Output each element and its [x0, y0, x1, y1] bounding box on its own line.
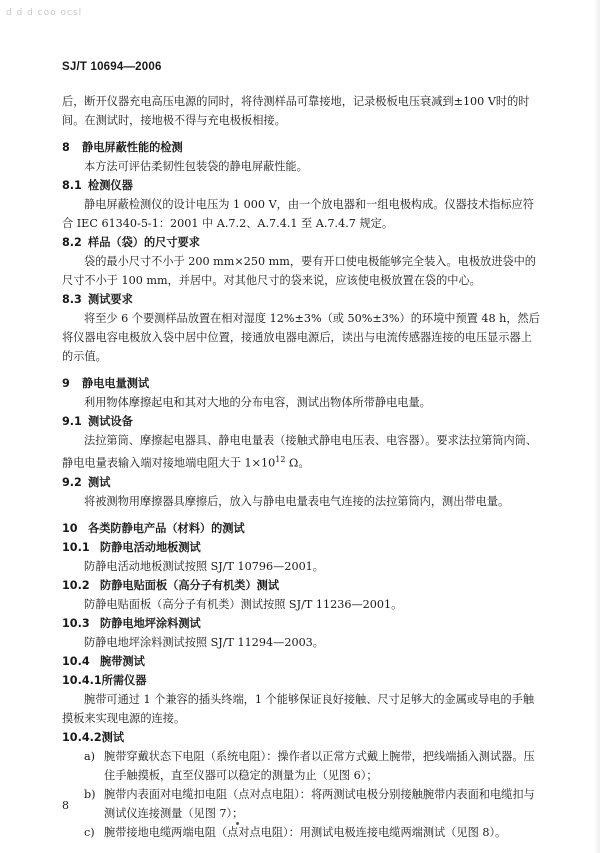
document-body [62, 92, 542, 842]
section-10-1-heading [62, 538, 542, 557]
list-marker: a) [84, 749, 96, 763]
list-text: 腕带内表面对电缆扣电阻（点对点电阻）：将两测试电极分别接触腕带内表面和电缆扣与测试仪连接测量（见图 7）； [104, 787, 535, 820]
section-10-4-1-text: 腕带可通过 1 个兼容的插头终端，1 个能够保证良好接触、尺寸足够大的金属或导电的手触摸板来实现电源的连接。 [62, 692, 535, 725]
section-10-heading [62, 519, 542, 538]
section-title: 检测仪器 [88, 179, 133, 192]
section-number: 10.3 [62, 616, 90, 630]
section-9-heading [62, 374, 542, 393]
list-marker: c) [84, 825, 95, 839]
section-title: 测试设备 [88, 415, 133, 428]
section-10-3-heading [62, 614, 542, 633]
list-item [62, 785, 542, 823]
list-marker: b) [84, 787, 96, 801]
page-edge-shadow [594, 0, 600, 853]
section-number: 8 [62, 141, 70, 154]
page-number: 8 [62, 799, 69, 812]
section-title: 静电电量测试 [82, 377, 150, 390]
list-text: 腕带接地电缆两端电阻（点对点电阻）：用测试电极连接电缆两端测试（见图 8）。 [104, 825, 507, 839]
section-number: 9 [62, 377, 70, 390]
section-title: 样品（袋）的尺寸要求 [88, 236, 200, 249]
section-9-1-heading [62, 412, 542, 431]
section-8-1-text: 静电屏蔽检测仪的设计电压为 1 000 V，由一个放电器和一组电极构成。仪器技术指标应符合 IEC 61340-5-1：2001 中 A.7.2、A.7.4.1 至 A.7.4.7 规定。 [62, 198, 534, 230]
section-9-1-text [62, 431, 542, 473]
section-number: 10.1 [62, 540, 90, 554]
section-title: 所需仪器 [101, 673, 147, 687]
section-10-4-1-heading [62, 671, 542, 690]
watermark-text: d d d coo ocsl [6, 8, 83, 18]
standard-number: SJ/T 10694—2006 [62, 61, 162, 73]
section-8-1-heading [62, 176, 542, 195]
section-10-2-heading [62, 576, 542, 595]
section-number: 8.3 [62, 293, 82, 306]
section-title: 防静电地坪涂料测试 [100, 616, 201, 630]
text-part: Ω。 [285, 456, 310, 470]
section-10-3-text: 防静电地坪涂料测试按照 SJ/T 11294—2003。 [84, 635, 324, 649]
section-10-2-text: 防静电贴面板（高分子有机类）测试按照 SJ/T 11236—2001。 [84, 597, 403, 611]
list-item [62, 823, 542, 842]
section-9-text: 利用物体摩擦起电和其对大地的分布电容，测试出物体所带静电电量。 [84, 396, 431, 409]
section-10-4-2-heading [62, 728, 542, 747]
section-number: 10.2 [62, 578, 90, 592]
text-part: 法拉第筒、摩擦起电器具、静电电量表（接触式静电电压表、电容器）。要求法拉第筒内筒、静电电量表输入端对接地端电阻大于 1×10 [62, 434, 538, 470]
section-title: 各类防静电产品（材料）的测试 [88, 521, 245, 535]
section-number: 9.2 [62, 475, 82, 489]
section-8-3-text: 将至少 6 个要测样品放置在相对湿度 12%±3%（或 50%±3%）的环境中预置 48 h，然后将仪器电容电极放入袋中居中位置，接通放电器电源后，读出与电流传感器连接的电压显示器上的示值。 [62, 312, 540, 363]
section-8-heading [62, 138, 542, 157]
scan-speck [236, 822, 239, 825]
section-8-2-heading [62, 233, 542, 252]
section-number: 8.2 [62, 236, 82, 249]
exponent: 12 [275, 455, 286, 464]
intro-paragraph: 后，断开仪器充电高压电源的同时，将待测样品可靠接地，记录极板电压衰减到±100 V时的时间。在测试时，接地极不得与充电极板相接。 [62, 95, 530, 127]
section-8-text: 本方法可评估柔韧性包装袋的静电屏蔽性能。 [84, 160, 308, 173]
section-title: 防静电贴面板（高分子有机类）测试 [100, 578, 280, 592]
section-number: 10.4.2 [62, 730, 102, 744]
section-title: 腕带测试 [100, 654, 145, 668]
section-title: 测试 [101, 730, 125, 744]
section-10-4-heading [62, 652, 542, 671]
section-number: 10.4 [62, 654, 90, 668]
section-title: 测试要求 [88, 293, 133, 306]
section-10-1-text: 防静电活动地板测试按照 SJ/T 10796—2001。 [84, 559, 324, 573]
section-title: 防静电活动地板测试 [100, 540, 201, 554]
section-8-2-text: 袋的最小尺寸不小于 200 mm×250 mm，要有开口使电极能够完全装入。电极放进袋中的尺寸不小于 100 mm，并居中。对其他尺寸的袋来说，应该使电极放置在袋的中心。 [62, 255, 536, 287]
list-text: 腕带穿戴状态下电阻（系统电阻）：操作者以正常方式戴上腕带，把线端插入测试器。压住手触摸板，直至仪器可以稳定的测量为止（见图 6）； [104, 749, 535, 782]
section-number: 10 [62, 521, 78, 535]
section-title: 静电屏蔽性能的检测 [82, 141, 183, 154]
section-8-3-heading [62, 290, 542, 309]
section-title: 测试 [88, 475, 111, 489]
section-number: 10.4.1 [62, 673, 102, 687]
section-number: 9.1 [62, 415, 82, 428]
section-number: 8.1 [62, 179, 82, 192]
list-item [62, 747, 542, 785]
section-9-2-text: 将被测物用摩擦器具摩擦后，放入与静电电量表电气连接的法拉第筒内，测出带电量。 [84, 494, 510, 508]
section-9-2-heading [62, 473, 542, 492]
